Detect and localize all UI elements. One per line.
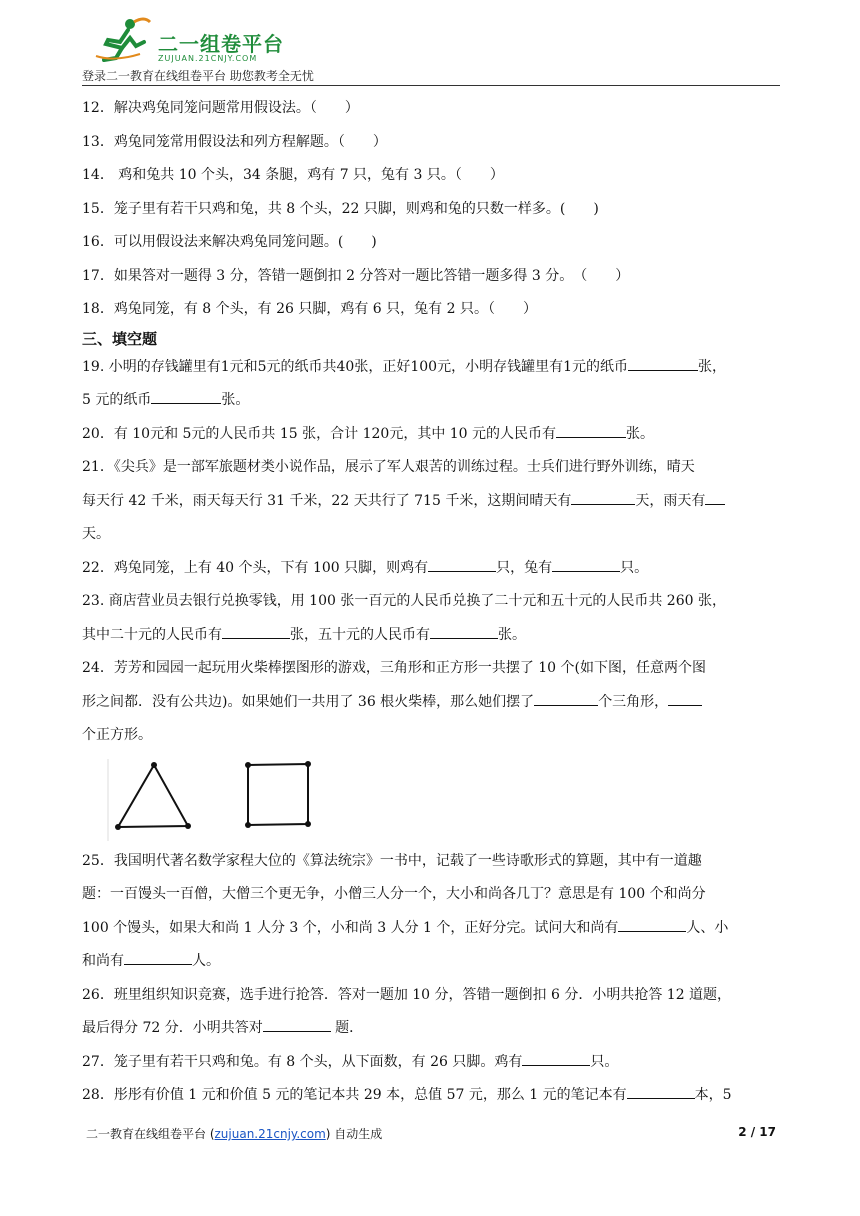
question-25-cont: 题：一百馒头一百僧，大僧三个更无争，小僧三人分一个，大小和尚各几丁？意思是有 100 个和尚分 [82, 886, 706, 902]
answer-blank[interactable] [263, 1017, 331, 1032]
footer-suffix: ) 自动生成 [325, 1127, 383, 1141]
platform-logo [94, 16, 294, 64]
question-28 [82, 1079, 780, 1113]
question-list [82, 92, 780, 1113]
answer-blank[interactable] [571, 490, 635, 505]
answer-blank[interactable] [534, 691, 598, 706]
question-21-cont [82, 485, 780, 519]
question-text: 张。 [221, 392, 250, 408]
answer-blank[interactable] [522, 1051, 590, 1066]
question-text: 人、小 [686, 919, 729, 936]
answer-blank[interactable] [222, 624, 290, 639]
question-text: 和尚有 [82, 953, 124, 969]
section-heading: 三、填空题 [82, 329, 158, 348]
answer-blank[interactable] [628, 356, 698, 371]
platform-link[interactable]: zujuan.21cnjy.com [214, 1127, 326, 1141]
question-15: 15．笼子里有若干只鸡和兔，共 8 个头，22 只脚，则鸡和兔的只数一样多。( ) [82, 200, 599, 217]
question-19 [82, 351, 780, 385]
question-text: 每天行 42 千米，雨天每天行 31 千米，22 天共行了 715 千米，这期间晴天有 [82, 492, 572, 509]
question-text: 27．笼子里有若干只鸡和兔。有 8 个头，从下面数，有 26 只脚。鸡有 [82, 1053, 523, 1070]
answer-blank[interactable] [151, 389, 221, 404]
question-text: 题． [330, 1020, 364, 1036]
question-text: 张。 [626, 425, 655, 442]
question-text: 本，5 [694, 1087, 732, 1103]
answer-blank[interactable] [124, 950, 192, 965]
footer-prefix: 二一教育在线组卷平台 ( [86, 1127, 215, 1141]
question-13: 13．鸡兔同笼常用假设法和列方程解题。（ ） [82, 133, 387, 150]
question-text: 人。 [192, 953, 220, 969]
footer-source [86, 1125, 382, 1142]
question-21: 21．《尖兵》是一部军旅题材类小说作品，展示了军人艰苦的训练过程。士兵们进行野外训练，晴天 [82, 459, 695, 475]
question-19-cont [82, 384, 780, 418]
header-tagline: 登录二一教育在线组卷平台 助您教考全无忧 [82, 69, 314, 83]
question-25-end [82, 945, 780, 979]
question-16: 16．可以用假设法来解决鸡兔同笼问题。( ) [82, 234, 377, 250]
question-23: 23. 商店营业员去银行兑换零钱，用 100 张一百元的人民币兑换了二十元和五十元的人民币共 260 张， [82, 593, 726, 609]
question-25: 25．我国明代著名数学家程大位的《算法统宗》一书中，记载了一些诗歌形式的算题，其中有一道趣 [82, 852, 702, 869]
question-text: 个三角形， [598, 693, 669, 710]
question-text: 只。 [620, 559, 649, 576]
question-27 [82, 1046, 780, 1080]
question-21-end: 天。 [82, 526, 110, 542]
answer-blank[interactable] [668, 691, 702, 706]
question-18: 18．鸡兔同笼，有 8 个头，有 26 只脚，鸡有 6 只，兔有 2 只。（ ） [82, 301, 537, 317]
answer-blank[interactable] [552, 557, 620, 572]
question-text: 其中二十元的人民币有 [82, 626, 222, 643]
question-20 [82, 418, 780, 452]
header-divider [82, 85, 780, 86]
answer-blank[interactable] [627, 1084, 695, 1099]
question-text: 5 元的纸币 [82, 392, 152, 408]
question-text: 张。 [498, 626, 526, 643]
question-text: 20．有 10元和 5元的人民币共 15 张，合计 120元，其中 10 元的人民币有 [82, 425, 557, 442]
question-24-end: 个正方形。 [82, 727, 152, 743]
question-text: 28．彤彤有价值 1 元和价值 5 元的笔记本共 29 本，总值 57 元，那么 1 元的笔记本有 [82, 1087, 627, 1103]
page-number: 2 / 17 [738, 1125, 776, 1139]
question-26: 26．班里组织知识竞赛，选手进行抢答．答对一题加 10 分，答错一题倒扣 6 分．小明共抢答 12 道题， [82, 986, 732, 1003]
question-25-cont2 [82, 912, 780, 946]
answer-blank[interactable] [428, 557, 496, 572]
triangle-shape [118, 765, 188, 827]
question-text: 形之间都．没有公共边)。如果她们一共用了 36 根火柴棒，那么她们摆了 [82, 693, 535, 710]
question-text: 张，五十元的人民币有 [290, 626, 430, 643]
answer-blank[interactable] [556, 423, 626, 438]
page-header [82, 14, 780, 86]
question-17: 17．如果答对一题得 3 分，答错一题倒扣 2 分答对一题比答错一题多得 3 分。 （ ） [82, 267, 630, 284]
question-text: 只，兔有 [496, 559, 553, 576]
question-24-cont [82, 686, 780, 720]
question-text: 张， [697, 358, 726, 375]
matchstick-figure [82, 753, 780, 845]
shapes-diagram [82, 753, 342, 845]
answer-blank[interactable] [430, 624, 498, 639]
question-text: 19. 小明的存钱罐里有1元和5元的纸币共40张，正好100元，小明存钱罐里有1元的纸币 [82, 358, 628, 375]
question-text: 只。 [590, 1053, 619, 1070]
answer-blank[interactable] [618, 917, 686, 932]
question-text: 22．鸡兔同笼，上有 40 个头，下有 100 只脚，则鸡有 [82, 559, 429, 576]
answer-blank[interactable] [705, 490, 725, 505]
question-text: 最后得分 72 分．小明共答对 [82, 1020, 263, 1036]
question-14: 14． 鸡和兔共 10 个头，34 条腿，鸡有 7 只，兔有 3 只。（ ） [82, 167, 504, 183]
question-12: 12．解决鸡兔同笼问题常用假设法。（ ） [82, 100, 359, 116]
runner-logo-icon [94, 16, 154, 64]
question-24: 24．芳芳和园园一起玩用火柴棒摆图形的游戏，三角形和正方形一共摆了 10 个(如下图，任意两个图 [82, 660, 706, 676]
question-text: 天，雨天有 [635, 492, 706, 509]
logo-subtitle: ZUJUAN.21CNJY.COM [158, 54, 258, 63]
question-22 [82, 552, 780, 586]
question-26-cont [82, 1012, 780, 1046]
square-shape [248, 764, 308, 825]
question-text: 100 个馒头，如果大和尚 1 人分 3 个，小和尚 3 人分 1 个，正好分完。试问大和尚有 [82, 919, 619, 936]
question-23-cont [82, 619, 780, 653]
logo-title: 二一组卷平台 [158, 32, 284, 56]
